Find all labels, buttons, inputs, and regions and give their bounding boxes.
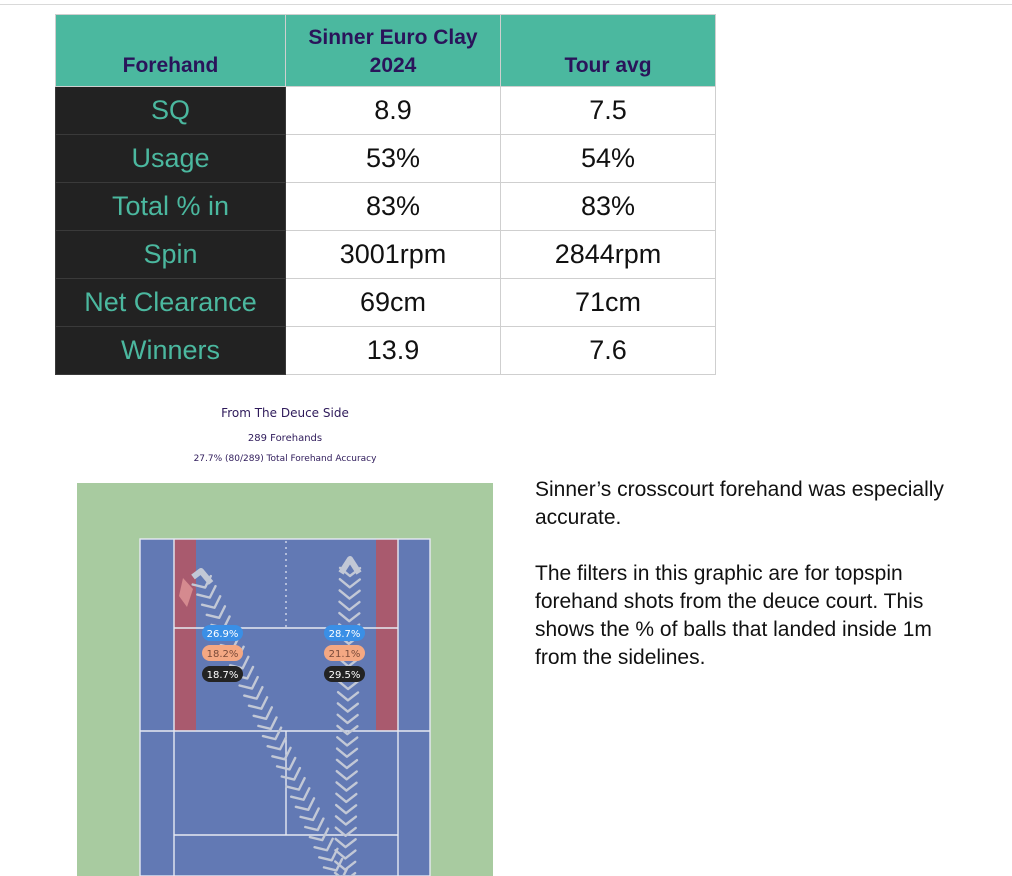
header-sinner: Sinner Euro Clay 2024 <box>286 15 501 87</box>
forehand-stats-table <box>55 14 716 375</box>
metric-label: Total % in <box>56 183 286 231</box>
metric-label: SQ <box>56 87 286 135</box>
right-sideline-zone <box>376 539 398 731</box>
right-dark-label: 29.5% <box>328 670 361 681</box>
table-row <box>56 183 716 231</box>
court-graphic <box>77 483 493 876</box>
tour-value: 71cm <box>501 279 716 327</box>
left-blue-label: 26.9% <box>206 629 239 640</box>
sinner-value: 8.9 <box>286 87 501 135</box>
explanation-paragraph-1: Sinner’s crosscourt forehand was especially accurate. <box>535 478 944 529</box>
table-row <box>56 87 716 135</box>
metric-label: Usage <box>56 135 286 183</box>
sinner-value: 13.9 <box>286 327 501 375</box>
right-badges <box>324 625 365 682</box>
sinner-value: 53% <box>286 135 501 183</box>
forehand-count: 289 Forehands <box>247 433 323 444</box>
table-header-row <box>56 15 716 87</box>
metric-label: Net Clearance <box>56 279 286 327</box>
header-tour-avg: Tour avg <box>501 15 716 87</box>
left-dark-label: 18.7% <box>206 670 239 681</box>
tour-value: 83% <box>501 183 716 231</box>
table-row <box>56 231 716 279</box>
total-accuracy: 27.7% (80/289) Total Forehand Accuracy <box>193 454 377 464</box>
metric-label: Spin <box>56 231 286 279</box>
table-row <box>56 327 716 375</box>
table-row <box>56 135 716 183</box>
left-sideline-zone <box>174 539 196 731</box>
tour-value: 7.6 <box>501 327 716 375</box>
graphic-title: From The Deuce Side <box>221 406 349 420</box>
explanation-text <box>535 476 955 700</box>
header-forehand: Forehand <box>56 15 286 87</box>
sinner-value: 69cm <box>286 279 501 327</box>
tour-value: 54% <box>501 135 716 183</box>
right-blue-label: 28.7% <box>328 629 361 640</box>
metric-label: Winners <box>56 327 286 375</box>
tour-value: 2844rpm <box>501 231 716 279</box>
left-orange-label: 18.2% <box>206 649 239 660</box>
explanation-paragraph-2: The filters in this graphic are for topspin forehand shots from the deuce court. This shows the % of balls that landed inside 1m from the sidelines. <box>535 562 932 669</box>
sinner-value: 83% <box>286 183 501 231</box>
table-row <box>56 279 716 327</box>
left-badges <box>202 625 243 682</box>
top-divider <box>0 4 1012 5</box>
sinner-value: 3001rpm <box>286 231 501 279</box>
tour-value: 7.5 <box>501 87 716 135</box>
right-orange-label: 21.1% <box>328 649 361 660</box>
